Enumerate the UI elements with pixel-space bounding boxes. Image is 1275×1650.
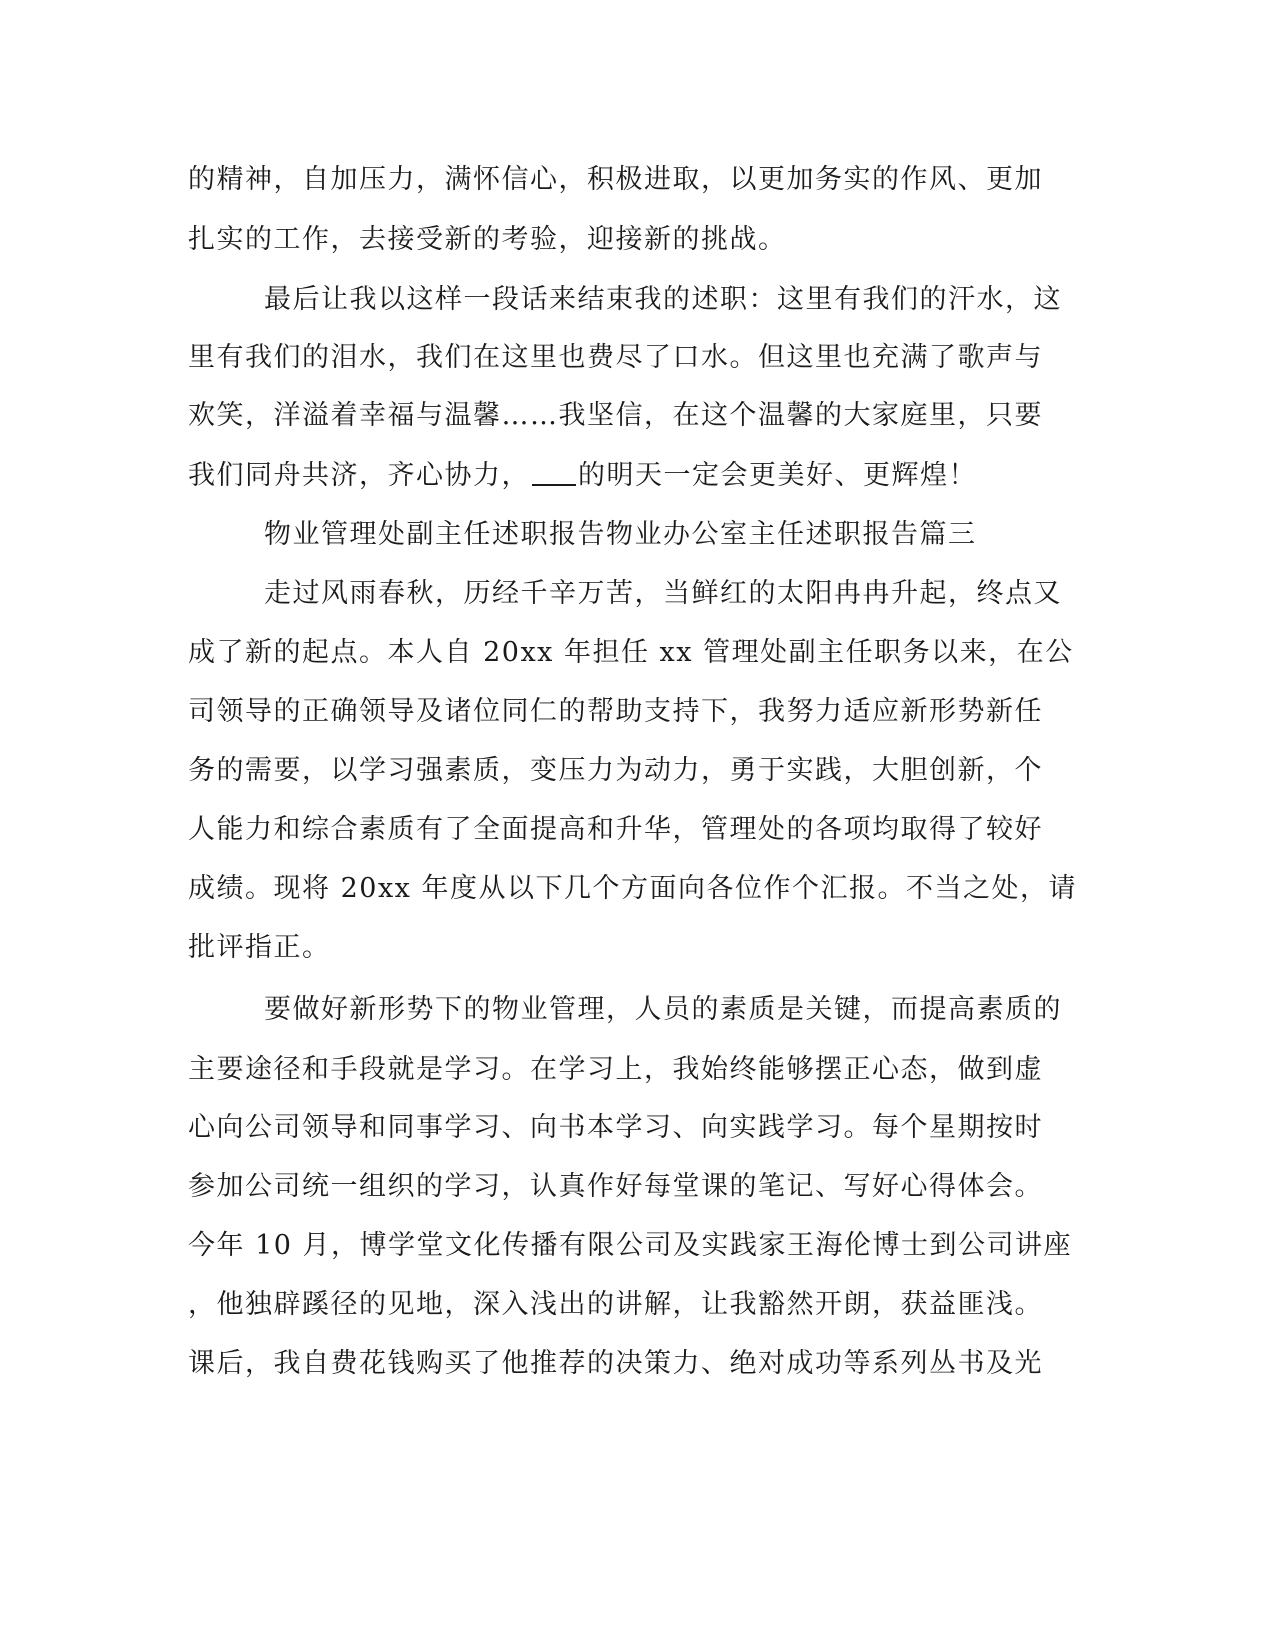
text-line: 课后，我自费花钱购买了他推荐的决策力、绝对成功等系列丛书及光 [188,1348,1043,1379]
text-line: 批评指正。 [188,932,331,963]
text-line: 成了新的起点。本人自 20xx 年担任 xx 管理处副主任职务以来，在公 [188,637,1074,668]
text-line: 今年 10 月，博学堂文化传播有限公司及实践家王海伦博士到公司讲座 [188,1230,1073,1261]
text-line: 里有我们的泪水，我们在这里也费尽了口水。但这里也充满了歌声与 [188,342,1043,373]
text-line: 司领导的正确领导及诸位同仁的帮助支持下，我努力适应新形势新任 [188,696,1043,727]
text-line: 参加公司统一组织的学习，认真作好每堂课的笔记、写好心得体会。 [188,1171,1043,1202]
text-line: 人能力和综合素质有了全面提高和升华，管理处的各项均取得了较好 [188,814,1043,845]
text-line-with-blank [188,456,1088,496]
text-line: 走过风雨春秋，历经千辛万苦，当鲜红的太阳冉冉升起，终点又 [264,578,1062,609]
text-segment: 我们同舟共济，齐心协力， [188,460,530,491]
text-line: 务的需要，以学习强素质，变压力为动力，勇于实践，大胆创新，个 [188,755,1043,786]
text-line: 的精神，自加压力，满怀信心，积极进取，以更加务实的作风、更加 [188,164,1043,195]
text-segment: 的明天一定会更美好、更辉煌！ [578,460,977,491]
text-line: 主要途径和手段就是学习。在学习上，我始终能够摆正心态，做到虚 [188,1054,1043,1085]
text-line: 成绩。现将 20xx 年度从以下几个方面向各位作个汇报。不当之处，请 [188,873,1077,904]
text-line: 心向公司领导和同事学习、向书本学习、向实践学习。每个星期按时 [188,1112,1043,1143]
fill-in-blank [532,458,576,486]
text-line: 扎实的工作，去接受新的考验，迎接新的挑战。 [188,224,787,255]
text-line: 欢笑，洋溢着幸福与温馨……我坚信，在这个温馨的大家庭里，只要 [188,400,1043,431]
text-line: 最后让我以这样一段话来结束我的述职：这里有我们的汗水，这 [264,284,1062,315]
text-line: ，他独辟蹊径的见地，深入浅出的讲解，让我豁然开朗，获益匪浅。 [188,1289,1043,1320]
section-heading: 物业管理处副主任述职报告物业办公室主任述职报告篇三 [264,519,977,550]
text-line: 要做好新形势下的物业管理，人员的素质是关键，而提高素质的 [264,994,1062,1025]
